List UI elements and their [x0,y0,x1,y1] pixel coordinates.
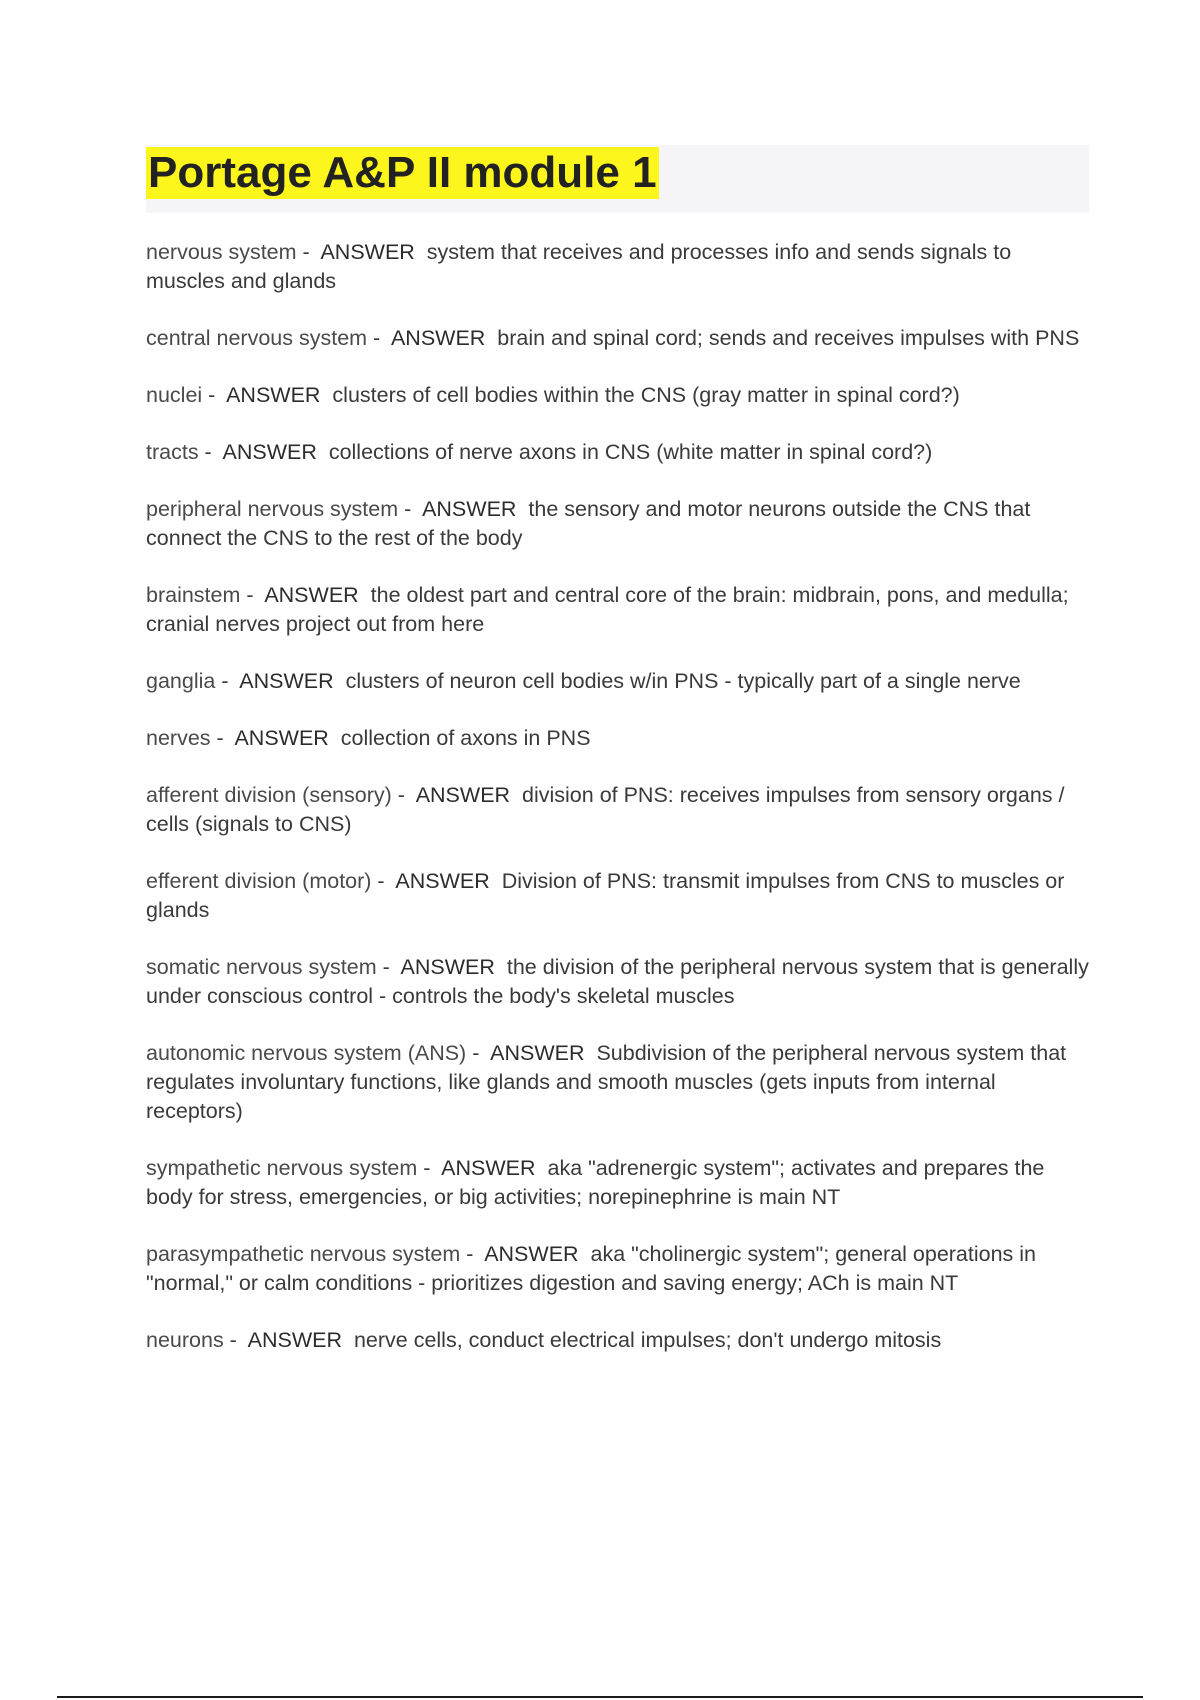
flashcard-entry [146,438,1090,467]
answer-label: ANSWER [320,240,415,264]
flashcard-entry [146,781,1090,839]
entry-definition: Division of PNS: transmit impulses from CNS to muscles or glands [146,869,1065,922]
entry-term: afferent division (sensory) [146,783,392,807]
entry-definition: Subdivision of the peripheral nervous system that regulates involuntary functions, like glands and smooth muscles (gets inputs from internal receptors) [146,1041,1067,1123]
entry-definition: division of PNS: receives impulses from sensory organs / cells (signals to CNS) [146,783,1065,836]
entry-separator: - [296,240,321,264]
answer-label: ANSWER [390,326,486,350]
answer-label: ANSWER [247,1328,342,1352]
entry-definition: system that receives and processes info and sends signals to muscles and glands [146,240,1012,293]
answer-label: ANSWER [226,383,321,407]
answer-label: ANSWER [415,783,511,807]
entry-separator: - [198,440,223,464]
document-title: Portage A&P II module 1 [148,148,657,197]
entry-definition: clusters of cell bodies within the CNS (gray matter in spinal cord?) [332,383,960,407]
entry-separator: - [398,497,423,521]
flashcard-entry [146,1154,1090,1212]
entry-term: neurons [146,1328,224,1352]
entry-definition: the division of the peripheral nervous system that is generally under conscious control - controls the body's skeletal muscles [146,955,1089,1008]
entry-separator: - [210,726,235,750]
entry-term: peripheral nervous system [146,497,399,521]
flashcard-entry [146,1039,1090,1126]
entry-term: brainstem [146,583,241,607]
entry-term: somatic nervous system [146,955,377,979]
entry-definition: collection of axons in PNS [340,726,591,750]
entry-definition: clusters of neuron cell bodies w/in PNS - typically part of a single nerve [345,669,1021,693]
entry-term: nerves [146,726,211,750]
answer-label: ANSWER [400,955,495,979]
entry-separator: - [391,783,416,807]
entry-term: sympathetic nervous system [146,1156,418,1180]
flashcard-entry [146,581,1090,639]
answer-label: ANSWER [264,583,359,607]
flashcard-entry [146,381,1090,410]
flashcard-entry [146,1240,1090,1298]
entry-separator: - [417,1156,442,1180]
answer-label: ANSWER [234,726,329,750]
answer-label: ANSWER [490,1041,585,1065]
entry-definition: brain and spinal cord; sends and receives impulses with PNS [497,326,1080,350]
entry-definition: collections of nerve axons in CNS (white matter in spinal cord?) [328,440,933,464]
entry-term: central nervous system [146,326,368,350]
entry-term: nervous system [146,240,297,264]
entry-separator: - [215,669,240,693]
answer-label: ANSWER [222,440,317,464]
entry-term: tracts [146,440,199,464]
flashcard-entry [146,724,1090,753]
flashcard-entry [146,495,1090,553]
entry-definition: nerve cells, conduct electrical impulses; don't undergo mitosis [353,1328,942,1352]
entry-separator: - [240,583,265,607]
flashcard-entry [146,953,1090,1011]
answer-label: ANSWER [395,869,490,893]
answer-label: ANSWER [422,497,517,521]
entry-definition: aka "cholinergic system"; general operations in "normal," or calm conditions - prioritizes digestion and saving energy; ACh is main NT [146,1242,1037,1295]
entry-term: nuclei [146,383,203,407]
entry-separator: - [460,1242,485,1266]
flashcard-entry [146,667,1090,696]
entry-separator: - [223,1328,248,1352]
answer-label: ANSWER [239,669,334,693]
entry-definition: aka "adrenergic system"; activates and prepares the body for stress, emergencies, or big activities; norepinephrine is main NT [146,1156,1045,1209]
flashcard-entry [146,238,1090,296]
entry-definition: the oldest part and central core of the brain: midbrain, pons, and medulla; cranial nerves project out from here [146,583,1069,636]
entry-separator: - [376,955,401,979]
answer-label: ANSWER [441,1156,536,1180]
entry-term: autonomic nervous system (ANS) [146,1041,467,1065]
entry-definition: the sensory and motor neurons outside the CNS that connect the CNS to the rest of the body [146,497,1031,550]
entry-term: efferent division (motor) [146,869,372,893]
entry-separator: - [371,869,396,893]
answer-label: ANSWER [484,1242,579,1266]
entry-separator: - [202,383,227,407]
footer-divider [57,1696,1143,1698]
entry-term: parasympathetic nervous system [146,1242,461,1266]
entry-separator: - [367,326,391,350]
entry-separator: - [466,1041,491,1065]
flashcard-entry [146,1326,1090,1355]
flashcard-entry [146,324,1090,353]
flashcard-list [146,238,1090,1383]
entry-term: ganglia [146,669,216,693]
flashcard-entry [146,867,1090,925]
